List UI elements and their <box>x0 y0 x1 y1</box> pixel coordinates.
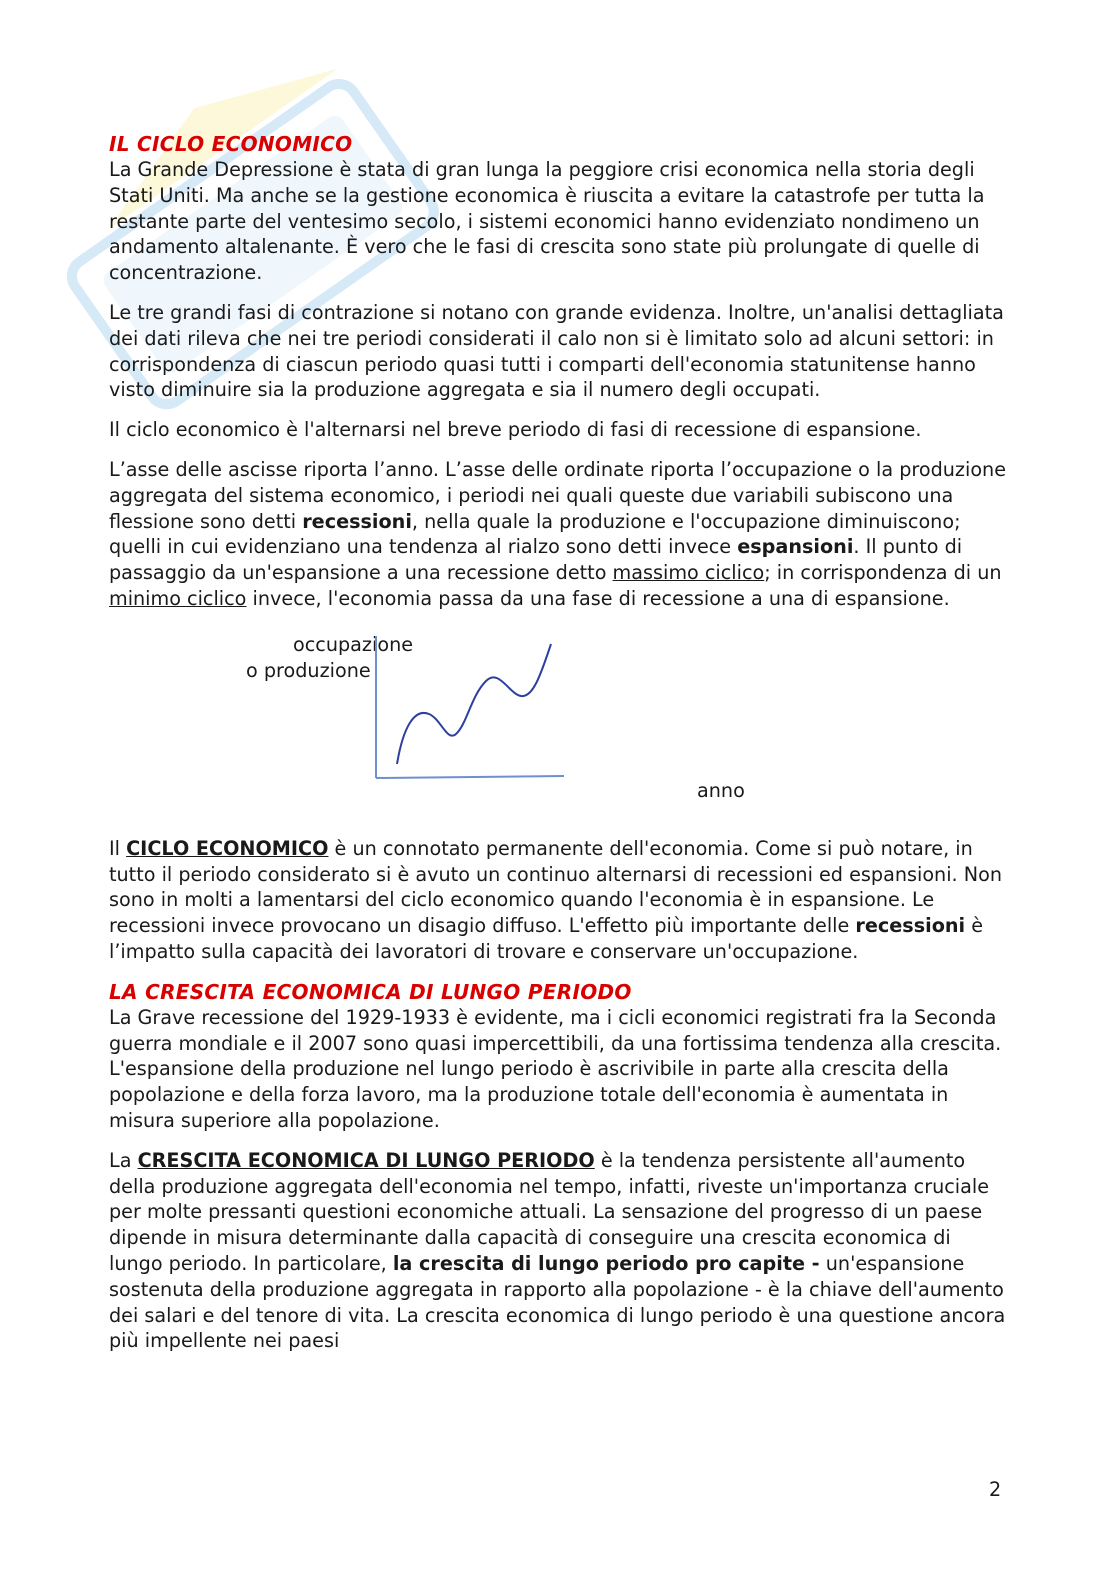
text-run: L’asse delle ascisse riporta l’anno. L’asse delle ordinate riporta l’occupazione o la produzione aggregata del sistema economico, i periodi nei quali queste due variabili subiscono una flessione sono detti <box>109 457 1007 533</box>
text-run: un'espansione sostenuta della produzione aggregata in rapporto alla popolazione - è la chiave dell'aumento dei salari e del tenore di vita. La crescita economica di lungo periodo è una questione ancora più impellente nei paesi <box>109 1251 1006 1353</box>
business-cycle-chart <box>359 616 579 791</box>
document-body <box>109 131 1009 1368</box>
x-axis <box>376 776 564 778</box>
text-run: invece, l'economia passa da una fase di recessione a una di espansione. <box>246 586 950 610</box>
text-run: ; in corrispondenza di un <box>764 561 1002 585</box>
y-axis-label-line1: occupazione <box>293 632 414 656</box>
text-run: La <box>109 1148 138 1172</box>
underlined-term: massimo ciclico <box>612 561 765 585</box>
paragraph: La Grande Depressione è stata di gran lunga la peggiore crisi economica nella storia degli Stati Uniti. Ma anche se la gestione economica è riuscita a evitare la catastrofe per tutta la restante parte del ventesimo secolo, i sistemi economici hanno evidenziato nondimeno un andamento altalenante. È vero che le fasi di crescita sono state più prolungate di quelle di concentrazione. <box>109 158 985 285</box>
paragraph <box>109 836 1009 965</box>
text-run: , nella quale la produzione e l'occupazione diminuiscono; quelli in cui evidenziano una tendenza al rialzo sono detti invece <box>109 509 961 559</box>
bold-term: espansioni <box>737 535 854 559</box>
paragraph: Il ciclo economico è l'alternarsi nel breve periodo di fasi di recessione di espansione. <box>109 418 922 442</box>
bold-underlined-term: CRESCITA ECONOMICA DI LUNGO PERIODO <box>137 1148 595 1172</box>
text-run: è l’impatto sulla capacità dei lavoratori di trovare e conservare un'occupazione. <box>109 914 984 963</box>
paragraph: La Grave recessione del 1929-1933 è evidente, ma i cicli economici registrati fra la Seconda guerra mondiale e il 2007 sono quasi impercettibili, da una fortissima tendenza alla crescita. L'espansione della produzione nel lungo periodo è ascrivibile in parte alla crescita della popolazione e della forza lavoro, ma la produzione totale dell'economia è aumentata in misura superiore alla popolazione. <box>109 1005 1002 1132</box>
text-run: è la tendenza persistente all'aumento della produzione aggregata dell'economia nel tempo, infatti, riveste un'importanza cruciale per molte pressanti questioni economiche attuali. La sensazione del progresso di un paese dipende in misura determinante dalla capacità di conseguire una crescita economica di lungo periodo. In particolare, <box>109 1148 990 1275</box>
y-axis-label-line2: o produzione <box>246 658 371 682</box>
bold-term: recessioni <box>302 509 412 533</box>
text-run: è un connotato permanente dell'economia. Come si può notare, in tutto il periodo considerato si è avuto un continuo alternarsi di recessioni ed espansioni. Non sono in molti a lamentarsi del ciclo economico quando l'economia è in espansione. Le recessioni invece provocano un disagio diffuso. L'effetto più importante delle <box>109 836 1002 938</box>
underlined-term: minimo ciclico <box>109 586 247 610</box>
section-heading-ciclo: IL CICLO ECONOMICO <box>109 132 353 156</box>
bold-term: la crescita di lungo periodo pro capite - <box>392 1251 820 1275</box>
page-number: 2 <box>989 1478 1002 1501</box>
bold-underlined-term: CICLO ECONOMICO <box>126 836 329 860</box>
section-heading-crescita: LA CRESCITA ECONOMICA DI LUNGO PERIODO <box>109 979 632 1004</box>
x-axis-label: anno <box>697 778 745 802</box>
bold-term: recessioni <box>855 914 966 938</box>
text-run: . Il punto di passaggio da un'espansione a una recessione detto <box>109 535 963 585</box>
cycle-curve <box>397 644 551 764</box>
text-run: Il <box>109 836 127 860</box>
business-cycle-figure <box>109 626 1009 826</box>
paragraph-definitions <box>109 457 1009 612</box>
paragraph: Le tre grandi fasi di contrazione si notano con grande evidenza. Inoltre, un'analisi dettagliata dei dati rileva che nei tre periodi considerati il calo non si è limitato solo ad alcuni settori: in corrispondenza di ciascun periodo quasi tutti i comparti dell'economia statunitense hanno visto diminuire sia la produzione aggregata e sia il numero degli occupati. <box>109 300 1004 402</box>
paragraph <box>109 1148 1009 1354</box>
